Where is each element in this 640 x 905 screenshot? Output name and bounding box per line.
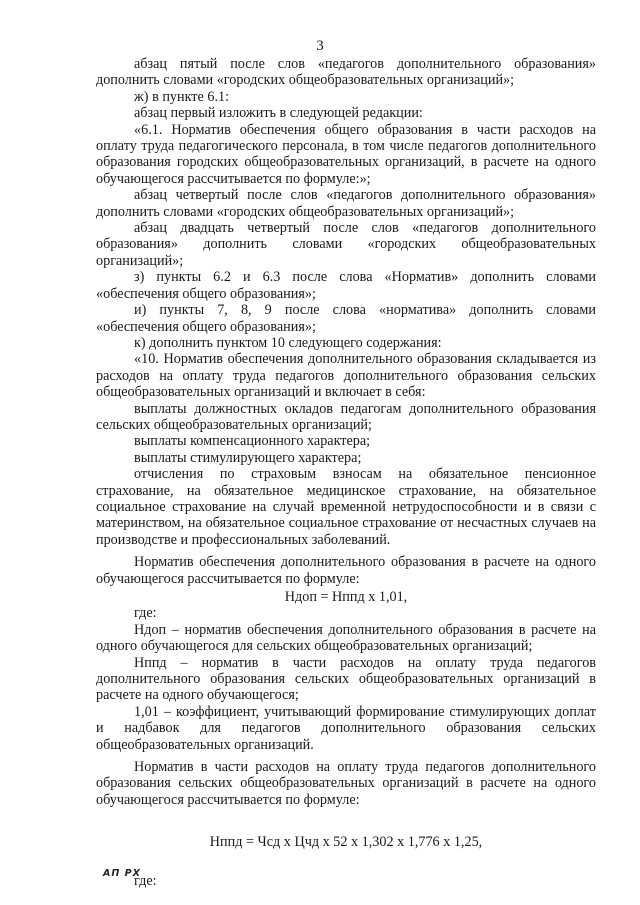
paragraph: абзац первый изложить в следующей редакции: — [134, 105, 423, 122]
where-label: где: — [134, 872, 157, 889]
paragraph: отчисления по страховым взносам на обязательное пенсионное страхование, на обязательное медицинское страхование, на обязательное социальное страхование на случай временной нетрудоспособности и в связи с материнством, на обязательное социальное страхование от несчастных случаев на производстве и профессиональных заболеваний. — [96, 466, 596, 548]
formula: Нппд = Чсд х Цчд х 52 х 1,302 х 1,776 х 1,25, — [209, 834, 483, 851]
where-label: где: — [134, 605, 157, 622]
paragraph: «10. Норматив обеспечения дополнительного образования складывается из расходов на оплату труда педагогов дополнительного образования сельских общеобразовательных организаций и включает в себя: — [96, 351, 596, 401]
paragraph: абзац четвертый после слов «педагогов дополнительного образования» дополнить словами «городских общеобразовательных организаций»; — [96, 187, 596, 220]
paragraph: выплаты должностных окладов педагогам дополнительного образования сельских общеобразовательных организаций; — [96, 400, 596, 433]
definition: Ндоп – норматив обеспечения дополнительного образования в расчете на одного обучающегося для сельских общеобразовательных организаций; — [96, 621, 596, 655]
definition: Нппд – норматив в части расходов на оплату труда педагогов дополнительного образования сельских общеобразовательных организаций в расчете на одного обучающегося; — [96, 654, 596, 704]
formula: Ндоп = Нппд х 1,01, — [284, 589, 408, 605]
paragraph: Норматив в части расходов на оплату труда педагогов дополнительного образования сельских общеобразовательных организаций в расчете на одного обучающегося рассчитывается по формуле: — [96, 759, 596, 808]
paragraph: к) дополнить пунктом 10 следующего содержания: — [134, 334, 442, 351]
paragraph: з) пункты 6.2 и 6.3 после слова «Норматив» дополнить словами «обеспечения общего образования»; — [96, 269, 596, 302]
paragraph: ж) в пункте 6.1: — [134, 88, 230, 105]
page-number: 3 — [316, 38, 324, 54]
paragraph: абзац двадцать четвертый после слов «педагогов дополнительного образования» дополнить словами «городских общеобразовательных организаций»; — [96, 220, 596, 269]
paragraph: Норматив обеспечения дополнительного образования в расчете на одного обучающегося рассчитывается по формуле: — [96, 554, 596, 587]
footer-mark: АП РХ — [103, 868, 141, 879]
definition: 1,01 – коэффициент, учитывающий формирование стимулирующих доплат и надбавок для педагогов дополнительного образования сельских общеобразовательных организаций. — [96, 703, 596, 753]
paragraph: абзац пятый после слов «педагогов дополнительного образования» дополнить словами «городских общеобразовательных организаций»; — [96, 56, 596, 89]
paragraph: и) пункты 7, 8, 9 после слова «норматива» дополнить словами «обеспечения общего образования»; — [96, 302, 596, 335]
paragraph: «6.1. Норматив обеспечения общего образования в части расходов на оплату труда педагогического персонала, в том числе педагогов дополнительного образования городских общеобразовательных организаций, в расчете на одного обучающегося рассчитывается по формуле:»; — [96, 121, 596, 187]
paragraph: выплаты стимулирующего характера; — [134, 449, 362, 466]
document-body — [96, 56, 596, 889]
paragraph: выплаты компенсационного характера; — [134, 433, 371, 450]
